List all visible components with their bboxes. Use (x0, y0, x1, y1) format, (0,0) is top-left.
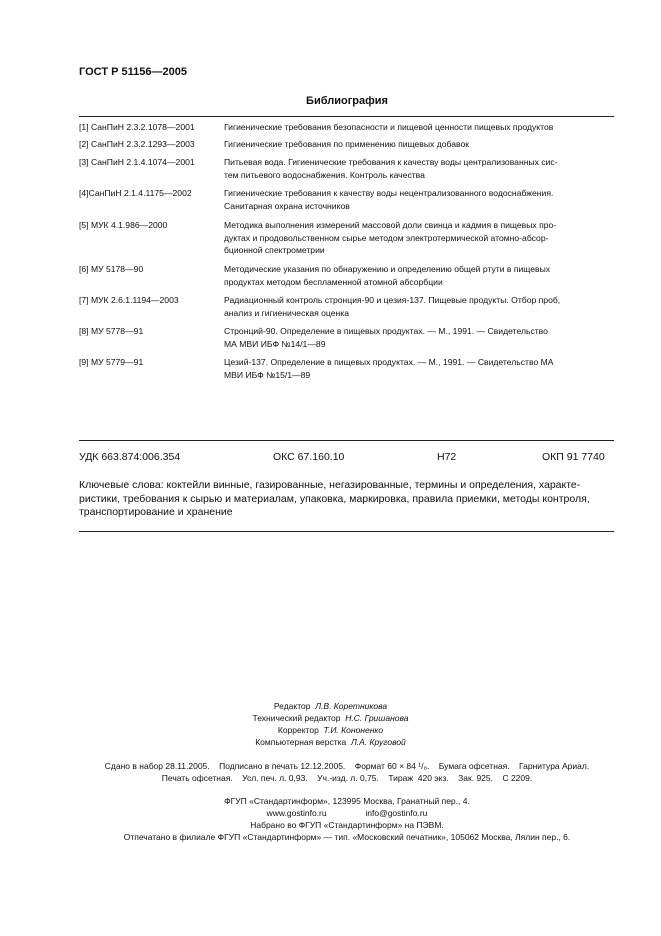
imprint-line-2: Печать офсетная. Усл. печ. л. 0,93. Уч.-изд. л. 0,75. Тираж 420 экз. Зак. 925. С 2209. (161, 773, 533, 783)
bibliography-ref: [2] СанПиН 2.3.2.1293—2003 (79, 139, 195, 149)
bibliography-description (224, 325, 615, 350)
bibliography-line: МА МВИ ИБФ №14/1—89 (224, 338, 326, 349)
bibliography-ref: [1] СанПиН 2.3.2.1078—2001 (79, 122, 195, 132)
classification-divider (79, 440, 614, 441)
credit-proofreader: Корректор Т.И. Кононенко (277, 725, 384, 735)
bibliography-line: тем питьевого водоснабжения. Контроль качества (224, 169, 425, 180)
bibliography-item (79, 121, 615, 134)
bibliography-item (79, 356, 615, 381)
group-code: Н72 (437, 451, 457, 463)
credit-layout: Компьютерная верстка Л.А. Круговой (255, 737, 406, 747)
bibliography-line: МВИ ИБФ №15/1—89 (224, 369, 311, 380)
keywords-line: Ключевые слова: коктейли винные, газированные, негазированные, термины и определения, характе- (79, 479, 581, 491)
publisher-email[interactable]: info@gostinfo.ru (365, 808, 428, 818)
bibliography-ref: [4]СанПиН 2.1.4.1175—2002 (79, 188, 192, 198)
bibliography-item (79, 156, 615, 181)
bibliography-line: Гигиенические требования по применению пищевых добавок (224, 139, 470, 149)
udk-code: УДК 663.874:006.354 (79, 451, 181, 463)
bibliography-description (224, 356, 615, 381)
bibliography-description (224, 121, 615, 134)
keywords-line: транспортирование и хранение (79, 506, 233, 518)
bibliography-item (79, 325, 615, 350)
bibliography-line: Цезий-137. Определение в пищевых продуктах. — М., 1991. — Свидетельство МА (224, 357, 554, 367)
bibliography-ref: [8] МУ 5778—91 (79, 326, 144, 336)
bibliography-ref: [7] МУК 2.6.1.1194—2003 (79, 295, 179, 305)
bibliography-description (224, 219, 615, 257)
oks-code: ОКС 67.160.10 (273, 451, 345, 463)
bibliography-line: Гигиенические требования безопасности и пищевой ценности пищевых продуктов (224, 122, 554, 132)
bibliography-line: дуктах и продовольственном сырье методом электротермической атомно-абсор- (224, 232, 549, 243)
bibliography-description (224, 294, 615, 319)
bibliography-description (224, 263, 615, 288)
bibliography-item (79, 294, 615, 319)
bibliography-description (224, 187, 615, 212)
okp-code: ОКП 91 7740 (542, 451, 605, 463)
bibliography-item (79, 187, 615, 212)
bibliography-line: Радиационный контроль стронция-90 и цезия-137. Пищевые продукты. Отбор проб, (224, 295, 561, 305)
bibliography-line: Методика выполнения измерений массовой доли свинца и кадмия в пищевых про- (224, 220, 557, 230)
bibliography-ref: [9] МУ 5779—91 (79, 357, 144, 367)
keywords-block (79, 479, 615, 520)
bibliography-ref: [3] СанПиН 2.1.4.1074—2001 (79, 157, 195, 167)
bibliography-line: Питьевая вода. Гигиенические требования к качеству воды централизованных сис- (224, 157, 558, 167)
imprint-line-1: Сдано в набор 28.11.2005. Подписано в печать 12.12.2005. Формат 60 × 84 ¹/₈. Бумага офсетная. Гарнитура Ариал. (104, 761, 590, 771)
publisher-printed: Отпечатано в филиале ФГУП «Стандартинформ» — тип. «Московский печатник», 105062 Москва, Лялин пер., 6. (123, 832, 571, 842)
bibliography-item (79, 219, 615, 257)
bibliography-line: Методические указания по обнаружению и определению общей ртути в пищевых (224, 264, 551, 274)
publisher-address: ФГУП «Стандартинформ», 123995 Москва, Гранатный пер., 4. (224, 796, 470, 806)
bibliography-description (224, 138, 615, 151)
bibliography-line: Санитарная охрана источников (224, 200, 350, 211)
bibliography-ref: [5] МУК 4.1.986—2000 (79, 220, 168, 230)
bibliography-line: Гигиенические требования к качеству воды нецентрализованного водоснабжения. (224, 188, 554, 198)
credit-tech-editor: Технический редактор Н.С. Гришанова (252, 713, 409, 723)
bibliography-line: бционной спектрометрии (224, 245, 325, 255)
keywords-divider (79, 531, 614, 532)
bibliography-description (224, 156, 615, 181)
publisher-contacts (79, 808, 615, 820)
publisher-website[interactable]: www.gostinfo.ru (266, 808, 327, 818)
bibliography-line: анализ и гигиеническая оценка (224, 307, 350, 318)
bibliography-line: Стронций-90. Определение в пищевых продуктах. — М., 1991. — Свидетельство (224, 326, 548, 336)
credit-editor: Редактор Л.В. Коретникова (273, 701, 388, 711)
bibliography-ref: [6] МУ 5178—90 (79, 264, 144, 274)
publisher-typeset: Набрано во ФГУП «Стандартинформ» на ПЭВМ. (250, 820, 444, 830)
document-header: ГОСТ Р 51156—2005 (79, 66, 187, 78)
bibliography-item (79, 138, 615, 151)
bibliography-line: продуктах методом беспламенной атомной абсорбции (224, 276, 443, 287)
bibliography-title: Библиография (306, 95, 388, 107)
top-divider (79, 116, 614, 117)
credits-block (0, 700, 661, 748)
keywords-line: ристики, требования к сырью и материалам, упаковка, маркировка, правила приемки, методы контроля, (79, 492, 590, 505)
bibliography-item (79, 263, 615, 288)
